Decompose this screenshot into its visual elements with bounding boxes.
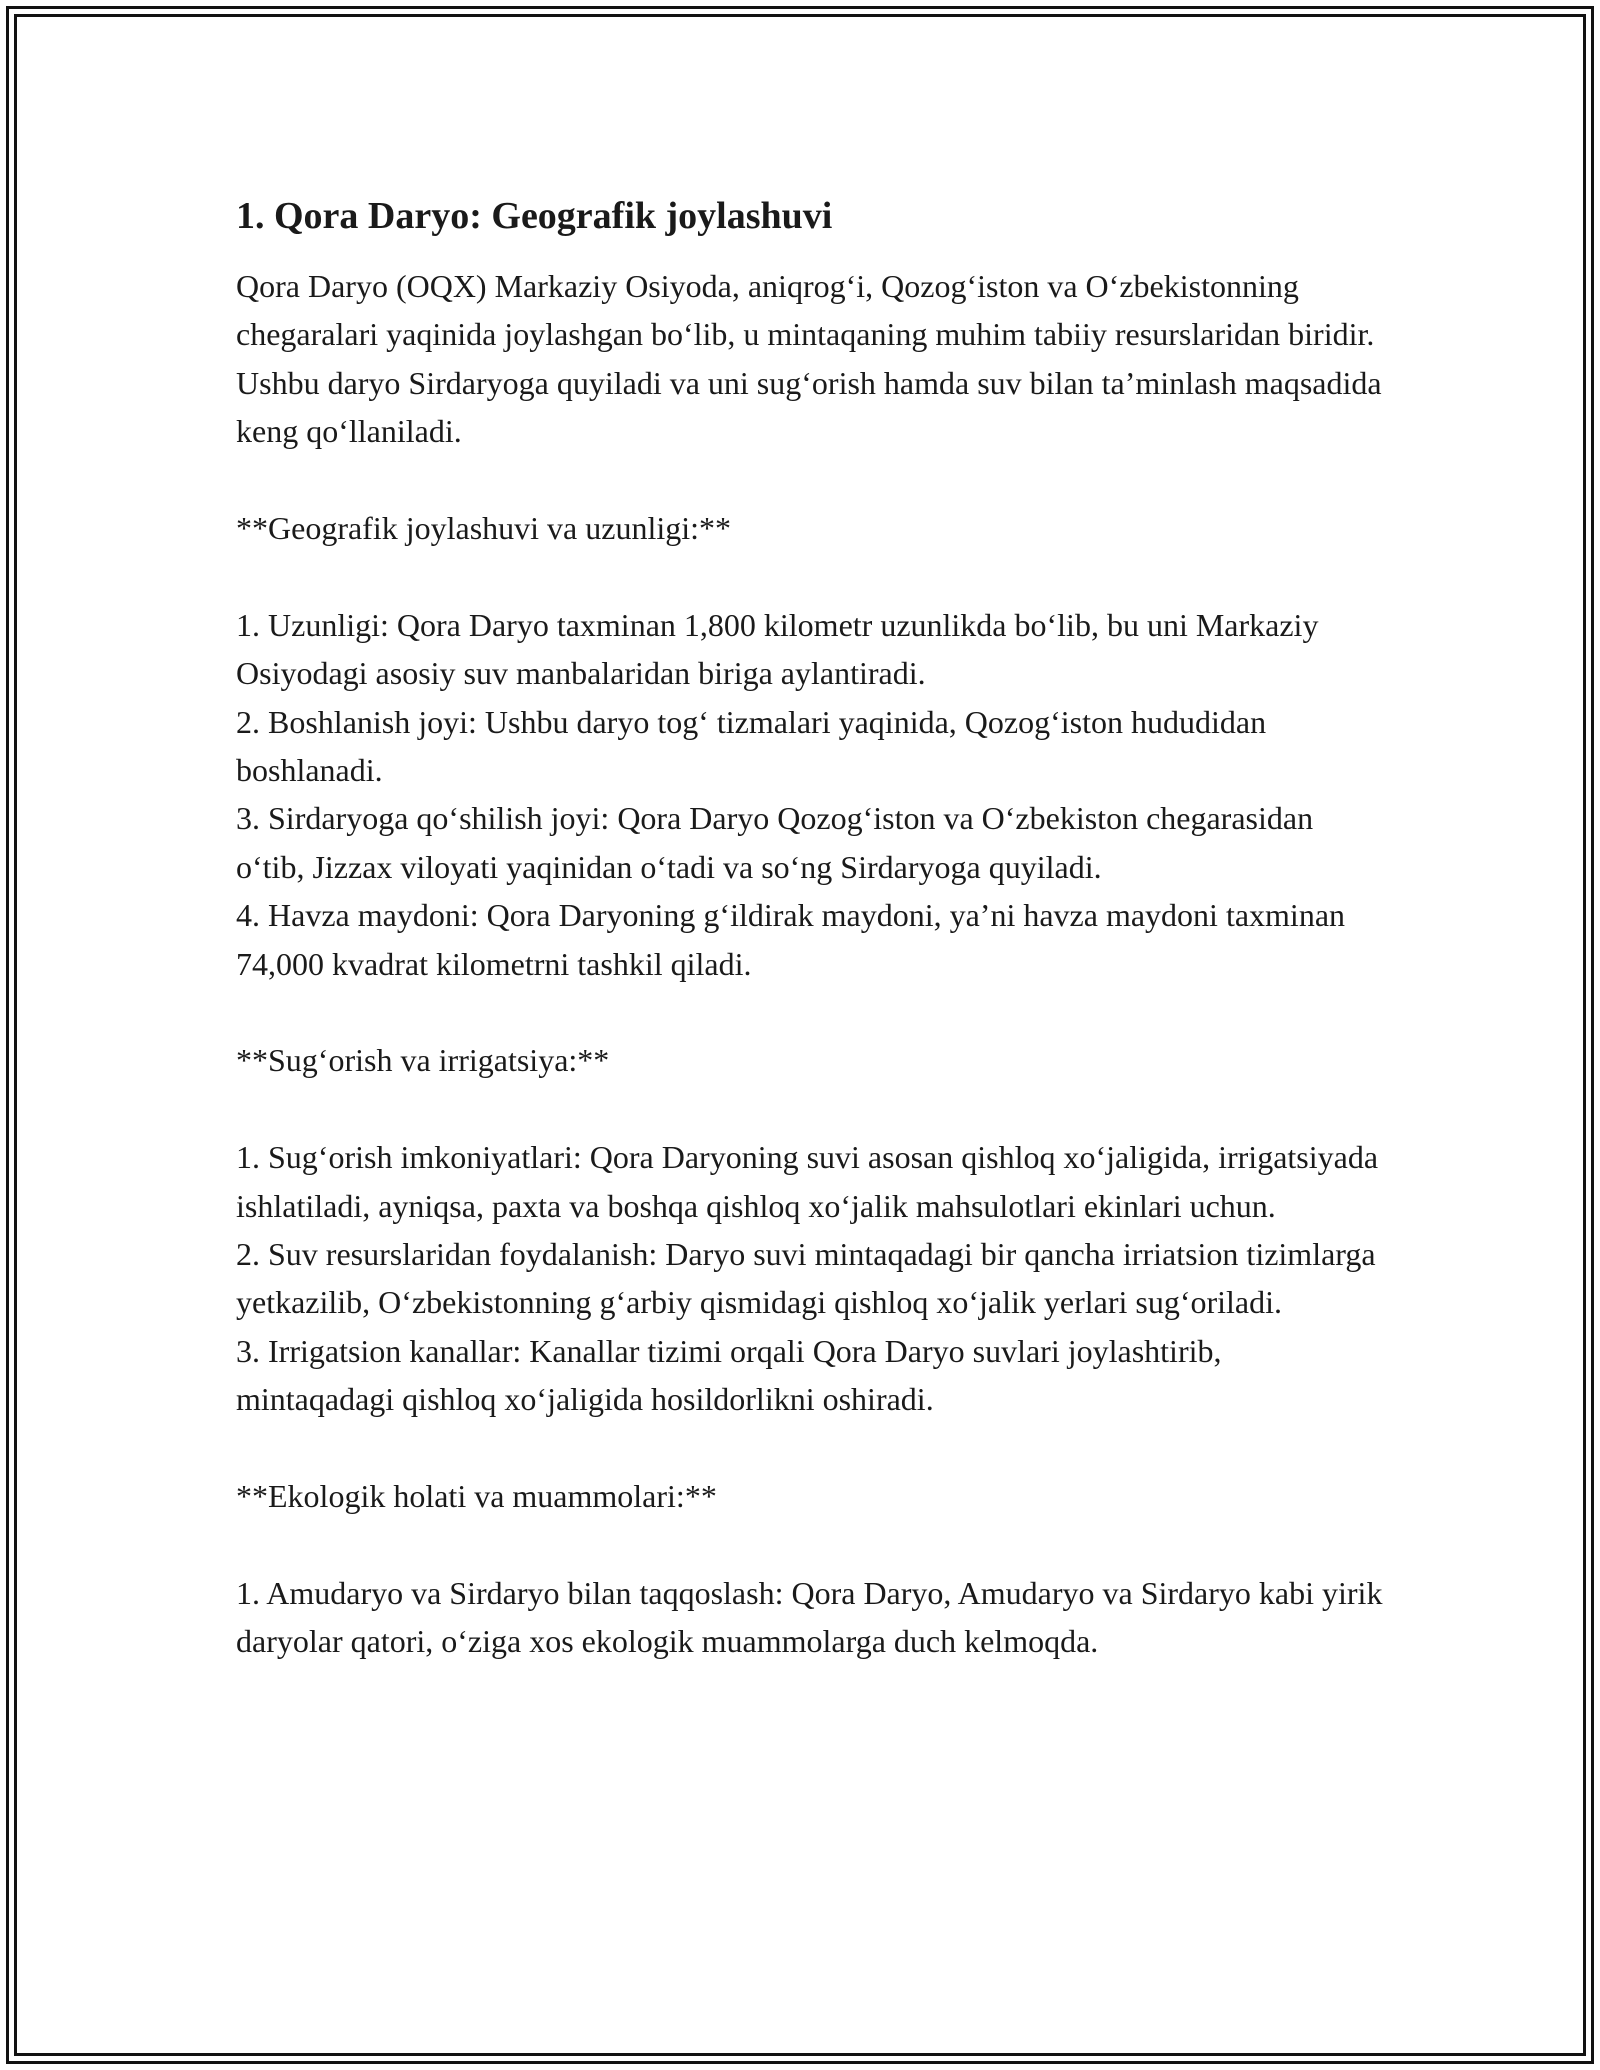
list-item: 4. Havza maydoni: Qora Daryoning g‘ildirak maydoni, ya’ni havza maydoni taxminan 74,000 kvadrat kilometrni tashkil qiladi. (236, 897, 1346, 982)
list-item: 1. Sug‘orish imkoniyatlari: Qora Daryoning suvi asosan qishloq xo‘jaligida, irrigatsiyada ishlatiladi, ayniqsa, paxta va boshqa qishloq xo‘jalik mahsulotlari ekinlari uchun. (236, 1139, 1379, 1224)
section-heading-irrigation: **Sug‘orish va irrigatsiya:** (236, 1042, 610, 1079)
list-item: 3. Sirdaryoga qo‘shilish joyi: Qora Daryo Qozog‘iston va O‘zbekiston chegarasidan o‘tib, Jizzax viloyati yaqinidan o‘tadi va so‘ng Sirdaryoga quyiladi. (236, 800, 1314, 885)
list-item: 1. Uzunligi: Qora Daryo taxminan 1,800 kilometr uzunlikda bo‘lib, bu uni Markaziy Osiyodagi asosiy suv manbalaridan biriga aylantiradi. (236, 606, 1319, 692)
document-body (236, 192, 1386, 1666)
list-item: 2. Suv resurslaridan foydalanish: Daryo suvi mintaqadagi bir qancha irriatsion tizimlarga yetkazilib, O‘zbekistonning g‘arbiy qismidagi qishloq xo‘jalik yerlari sug‘oriladi. (236, 1236, 1376, 1321)
list-item: 2. Boshlanish joyi: Ushbu daryo tog‘ tizmalari yaqinida, Qozog‘iston hududidan boshlanadi. (236, 703, 1267, 789)
page-title: 1. Qora Daryo: Geografik joylashuvi (236, 195, 833, 237)
list-item: 1. Amudaryo va Sirdaryo bilan taqqoslash: Qora Daryo, Amudaryo va Sirdaryo kabi yirik daryolar qatori, o‘ziga xos ekologik muammolarga duch kelmoqda. (236, 1574, 1383, 1660)
list-item: 3. Irrigatsion kanallar: Kanallar tizimi orqali Qora Daryo suvlari joylashtirib, mintaqadagi qishloq xo‘jaligida hosildorlikni oshiradi. (236, 1332, 1222, 1418)
section-heading-geography: **Geografik joylashuvi va uzunligi:** (236, 510, 732, 547)
spacer (236, 456, 1386, 504)
spacer (236, 1085, 1386, 1133)
intro-paragraph: Qora Daryo (OQX) Markaziy Osiyoda, aniqrog‘i, Qozog‘iston va O‘zbekistonning chegaralari yaqinida joylashgan bo‘lib, u mintaqaning muhim tabiiy resurslaridan biridir. Ushbu daryo Sirdaryoga quyiladi va uni sug‘orish hamda suv bilan ta’minlash maqsadida keng qo‘llaniladi. (236, 268, 1382, 450)
spacer (236, 552, 1386, 600)
spacer (236, 1520, 1386, 1568)
spacer (236, 988, 1386, 1036)
section-heading-ecology: **Ekologik holati va muammolari:** (236, 1478, 717, 1515)
spacer (236, 1424, 1386, 1472)
